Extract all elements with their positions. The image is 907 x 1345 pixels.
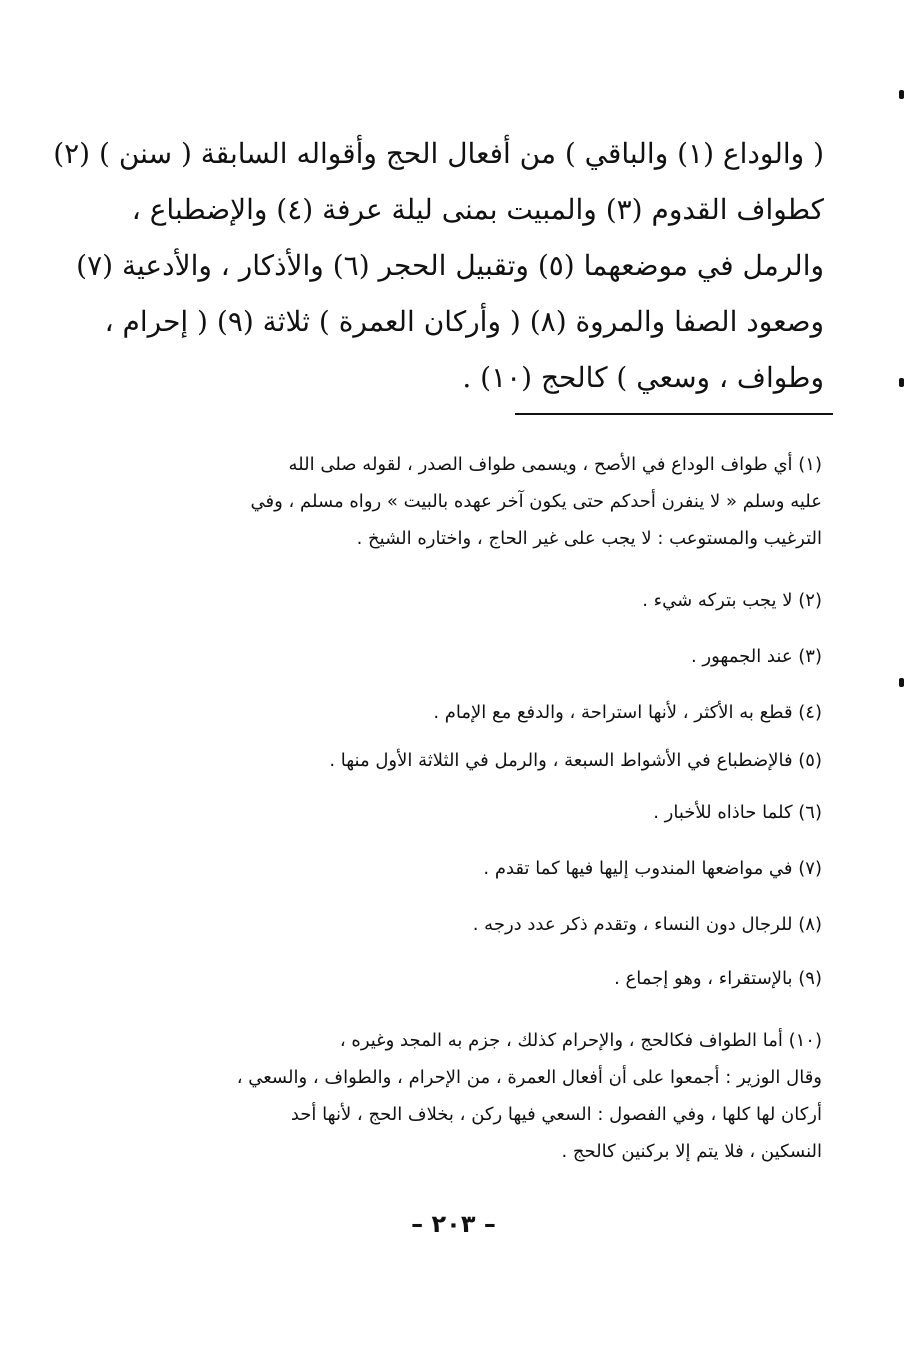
main-text-line: كطواف القدوم (٣) والمبيت بمنى ليلة عرفة (٤) والإضطباع ، <box>131 193 824 226</box>
footnote-6: (٦) كلما حاذاه للأخبار . <box>653 802 822 823</box>
main-text-line: والرمل في موضعهما (٥) وتقبيل الحجر (٦) والأذكار ، والأدعية (٧) <box>76 249 824 282</box>
footnote-3: (٣) عند الجمهور . <box>690 646 822 667</box>
footnote-7: (٧) في مواضعها المندوب إليها فيها كما تقدم . <box>483 858 822 879</box>
footnote-line: (١٠) أما الطواف فكالحج ، والإحرام كذلك ، جزم به المجد وغيره ، <box>339 1030 822 1051</box>
footnote-line: الترغيب والمستوعب : لا يجب على غير الحاج ، واختاره الشيخ . <box>356 528 822 549</box>
footnote-line: أركان لها كلها ، وفي الفصول : السعي فيها ركن ، بخلاف الحج ، لأنها أحد <box>290 1104 822 1125</box>
main-text-line: وصعود الصفا والمروة (٨) ( وأركان العمرة ) ثلاثة (٩) ( إحرام ، <box>104 305 824 338</box>
footnote-line: (١) أي طواف الوداع في الأصح ، ويسمى طواف الصدر ، لقوله صلى الله <box>288 454 822 475</box>
footnote-5: (٥) فالإضطباع في الأشواط السبعة ، والرمل في الثلاثة الأول منها . <box>329 750 822 771</box>
footnote-9: (٩) بالإستقراء ، وهو إجماع . <box>614 968 822 989</box>
main-text-line: ( والوداع (١) والباقي ) من أفعال الحج وأقواله السابقة ( سنن ) (٢) <box>53 137 824 170</box>
footnote-4: (٤) قطع به الأكثر ، لأنها استراحة ، والدفع مع الإمام . <box>433 702 822 723</box>
page-number: – ٢٠٣ – <box>411 1210 496 1238</box>
main-text-line: وطواف ، وسعي ) كالحج (١٠) . <box>462 361 824 394</box>
footnote-divider <box>515 413 833 415</box>
footnote-8: (٨) للرجال دون النساء ، وتقدم ذكر عدد درجه . <box>472 914 822 935</box>
footnote-10 <box>96 1022 822 1170</box>
footnote-line: وقال الوزير : أجمعوا على أن أفعال العمرة ، من الإحرام ، والطواف ، والسعي ، <box>236 1067 822 1088</box>
footnote-line: النسكين ، فلا يتم إلا بركنين كالحج . <box>561 1141 822 1162</box>
margin-mark <box>899 678 904 687</box>
footnote-2: (٢) لا يجب بتركه شيء . <box>642 590 822 611</box>
margin-mark <box>899 378 904 387</box>
margin-mark <box>899 90 904 99</box>
main-text <box>53 126 824 406</box>
footnote-1 <box>96 446 822 557</box>
footnote-line: عليه وسلم « لا ينفرن أحدكم حتى يكون آخر عهده بالبيت » رواه مسلم ، وفي <box>250 491 822 512</box>
